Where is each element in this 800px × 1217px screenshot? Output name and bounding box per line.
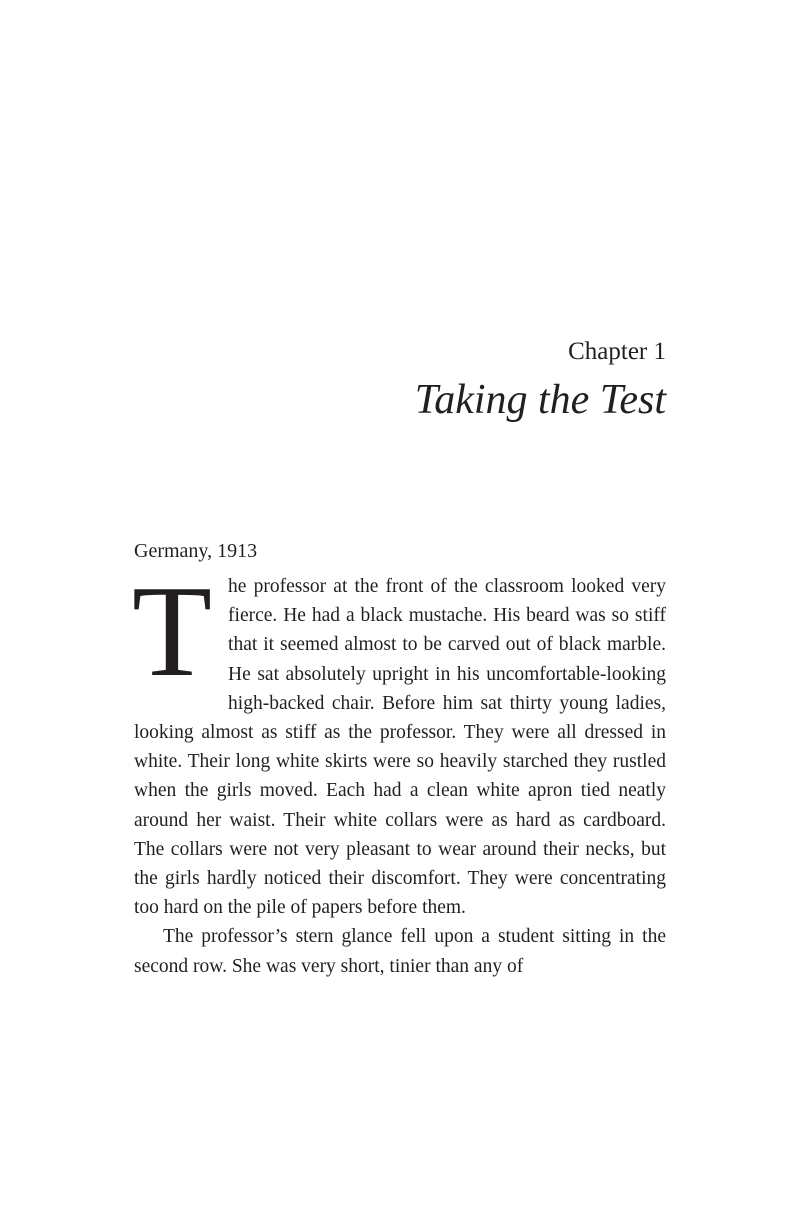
chapter-title: Taking the Test bbox=[414, 377, 666, 423]
paragraph-1-text: he professor at the front of the classroom looked very fierce. He had a black mustache. His beard was so stiff that it seemed almost to be carved out of black marble. He sat absolutely upright in his uncomfortable-looking high-backed chair. Before him sat thirty young ladies, looking almost as stiff as the professor. They were all dressed in white. Their long white skirts were so heavily starched they rustled when the girls moved. Each had a clean white apron tied neatly around her waist. Their white collars were as hard as cardboard. The collars were not very pleasant to wear around their necks, but the girls hardly noticed their discomfort. They were concentrating too hard on the pile of papers before them. bbox=[134, 576, 666, 919]
paragraph-2 bbox=[134, 922, 666, 980]
chapter-number: Chapter 1 bbox=[568, 338, 666, 365]
drop-cap-letter: T bbox=[132, 559, 213, 704]
body-text bbox=[134, 534, 666, 981]
chapter-header bbox=[415, 330, 666, 426]
place-date-heading: Germany, 1913 bbox=[134, 540, 258, 562]
paragraph-1 bbox=[132, 559, 666, 922]
paragraph-2-text: The professor’s stern glance fell upon a student sitting in the second row. She was very short, tinier than any of bbox=[134, 926, 666, 977]
